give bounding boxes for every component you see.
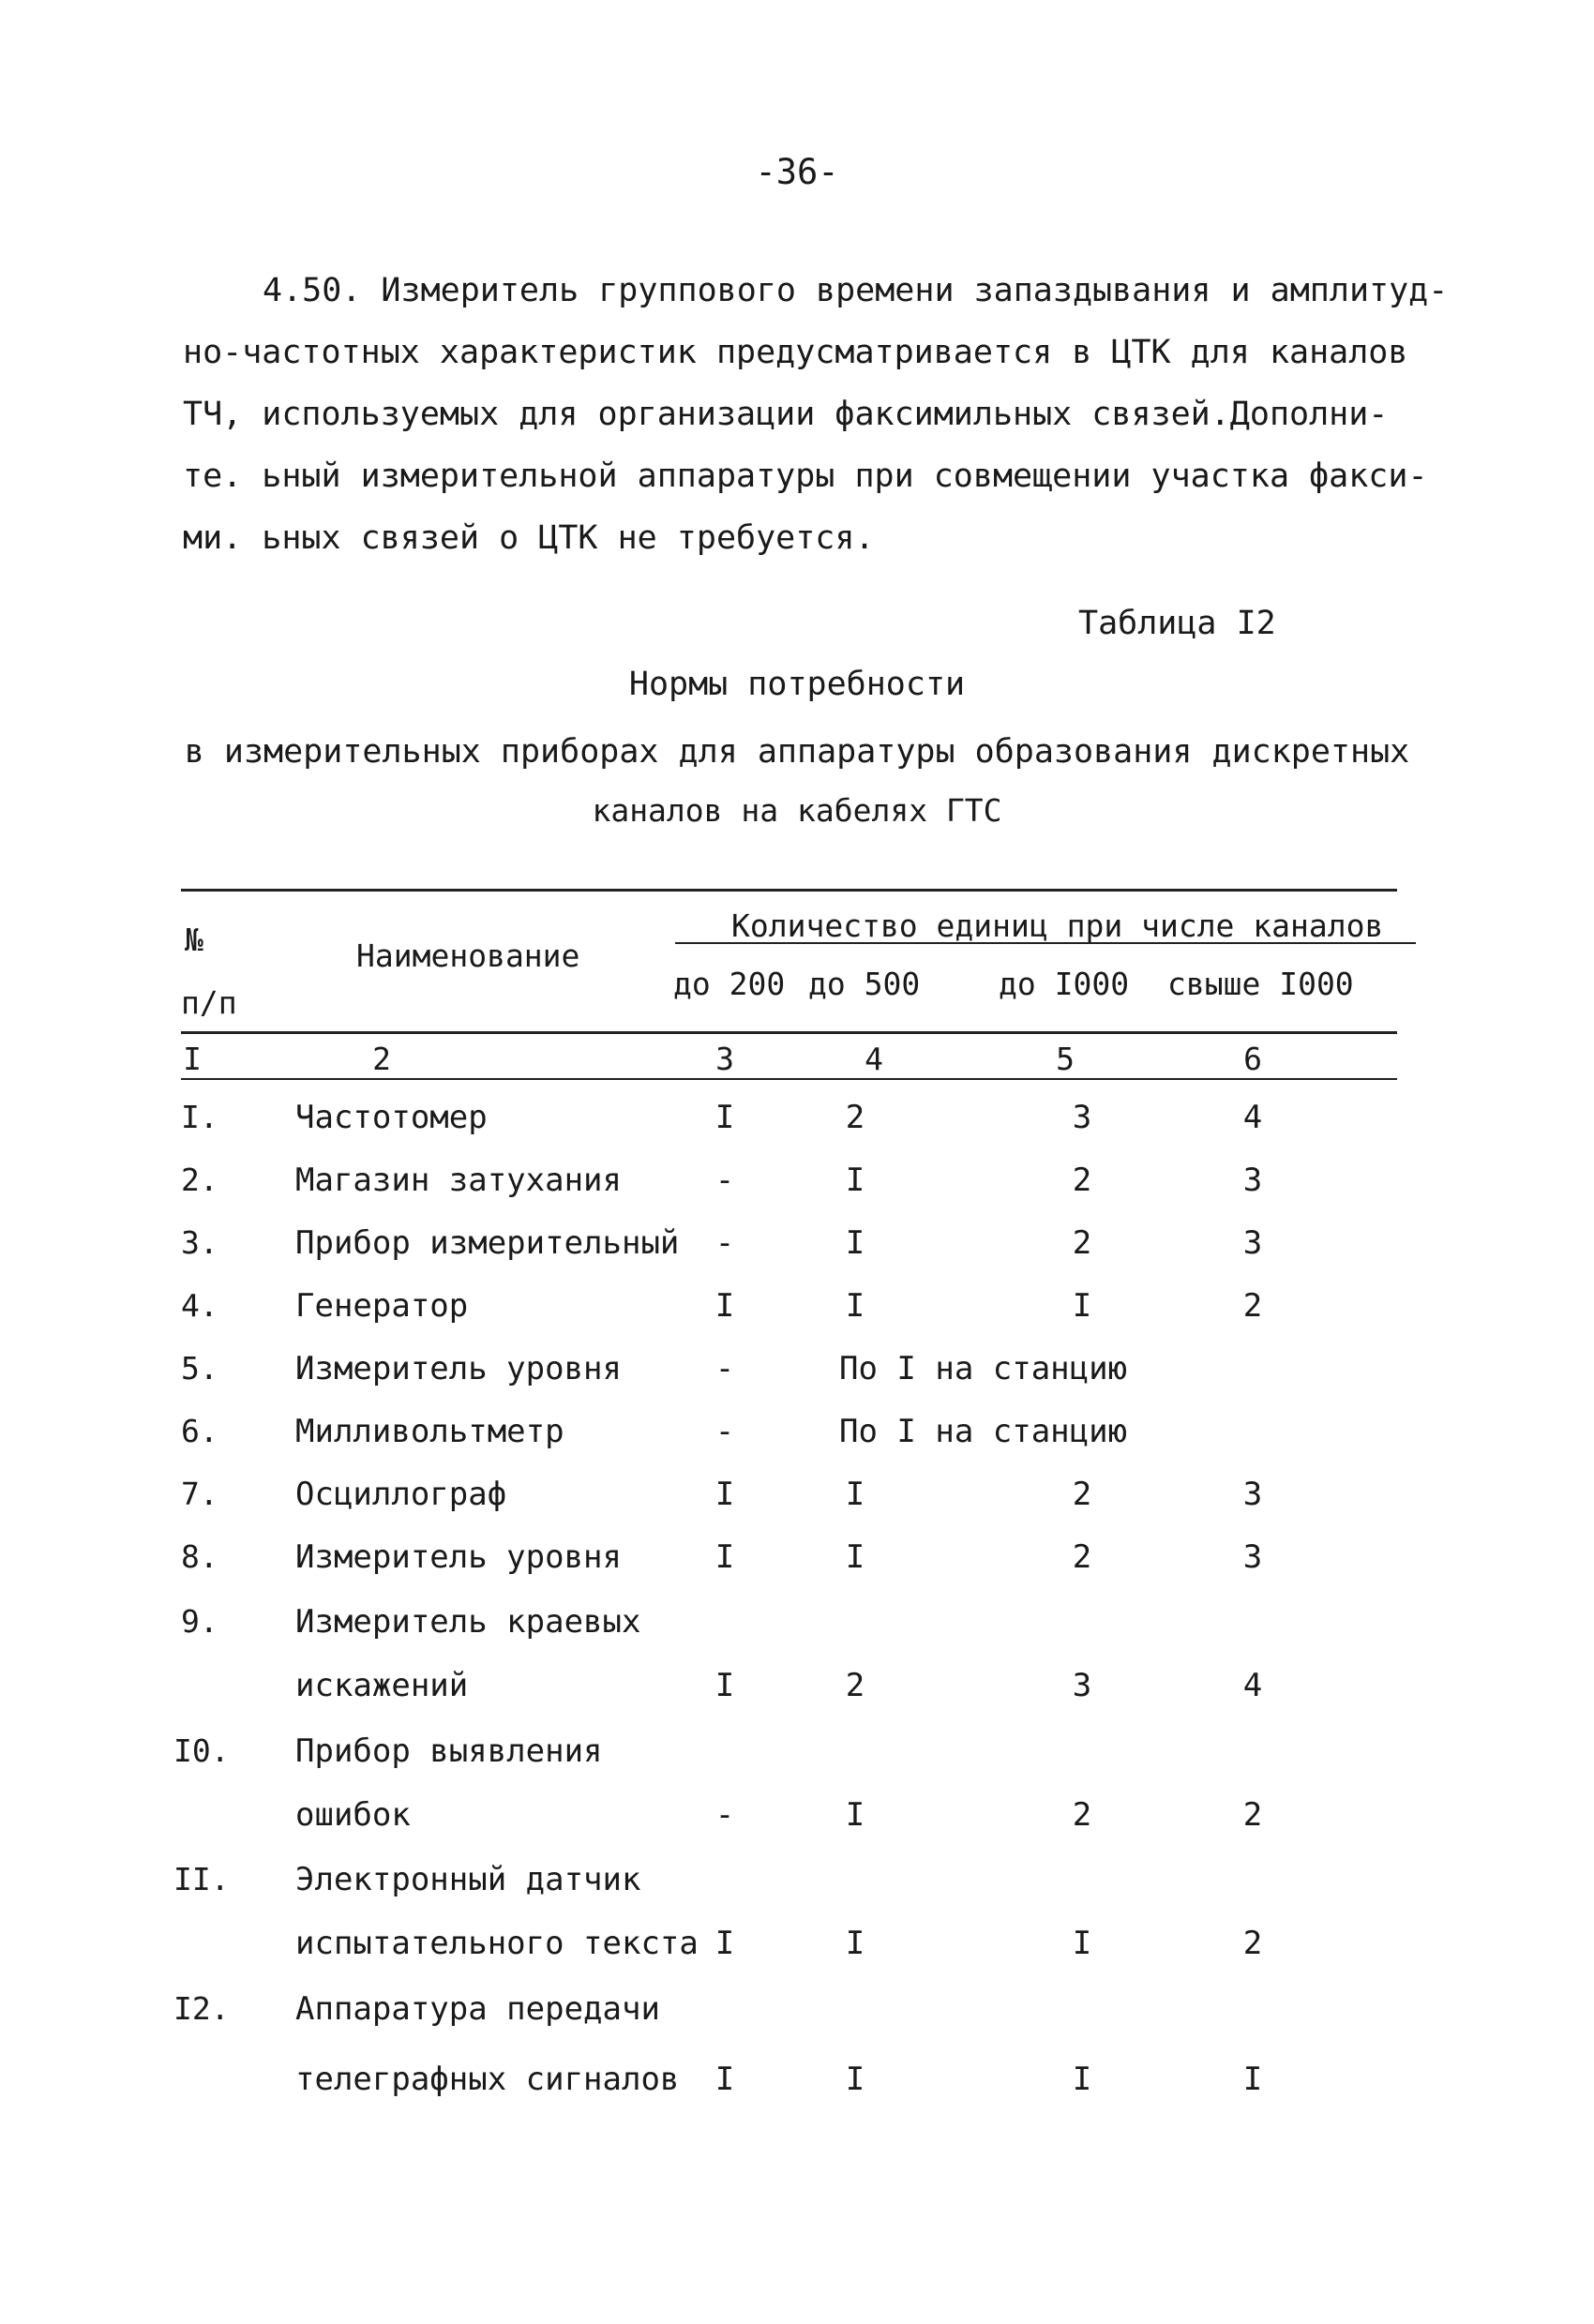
- row-cell-c4: I: [845, 1162, 865, 1199]
- row-cell-c4: 2: [845, 1667, 865, 1704]
- row-number: 4.: [181, 1287, 218, 1324]
- table-subtitle: каналов на кабелях ГТС: [592, 792, 1002, 829]
- row-cell-c5: 2: [1072, 1796, 1092, 1834]
- row-name: Частотомер: [295, 1099, 488, 1136]
- col-index: 3: [715, 1041, 734, 1077]
- row-cell-c6: 2: [1242, 1796, 1263, 1834]
- row-name: Аппаратура передачи: [295, 1990, 660, 2028]
- row-cell-c4: I: [845, 1287, 865, 1325]
- col-index: 6: [1243, 1041, 1262, 1077]
- row-number: 5.: [181, 1350, 218, 1387]
- paragraph-line: ТЧ, используемых для организации факсимильных связей.Дополни-: [183, 396, 1389, 433]
- row-cell-c4: 2: [845, 1099, 865, 1136]
- header-num: №: [185, 922, 203, 958]
- row-cell-c4: I: [845, 1796, 865, 1834]
- row-number: 7.: [181, 1476, 218, 1512]
- row-number: 6.: [181, 1413, 218, 1449]
- row-cell-c6: 2: [1242, 1925, 1263, 1962]
- paragraph-line: но-частотных характеристик предусматривается в ЦТК для каналов: [183, 334, 1408, 371]
- row-cell-c5: 3: [1072, 1667, 1092, 1704]
- header-num: п/п: [181, 984, 237, 1021]
- row-cell-c6: 2: [1242, 1287, 1263, 1325]
- row-name: Измеритель уровня: [295, 1538, 622, 1576]
- col-index: 2: [372, 1041, 391, 1077]
- table-label: Таблица I2: [1078, 605, 1276, 642]
- header-group-rule: [675, 942, 1416, 944]
- row-cell-c6: I: [1242, 2061, 1263, 2098]
- row-name-cont: искажений: [295, 1667, 469, 1704]
- paragraph-line: ми. ьных связей о ЦТК не требуется.: [183, 519, 875, 557]
- row-name: Магазин затухания: [295, 1162, 622, 1199]
- row-name: Прибор выявления: [295, 1732, 603, 1770]
- row-number: 3.: [181, 1224, 218, 1261]
- row-cell-c4: I: [845, 1476, 865, 1513]
- header-name: Наименование: [356, 937, 580, 974]
- header-col: до I000: [999, 966, 1130, 1002]
- row-cell-c3: -: [714, 1413, 735, 1450]
- row-cell-c3: -: [714, 1224, 735, 1262]
- row-number: 8.: [181, 1538, 218, 1575]
- row-cell-c3: I: [714, 1667, 735, 1704]
- index-rule: [181, 1078, 1397, 1080]
- row-cell-c5: I: [1072, 1925, 1092, 1962]
- header-group: Количество единиц при числе каналов: [731, 907, 1384, 944]
- row-span-cell: По I на станцию: [839, 1350, 1128, 1387]
- row-cell-c3: I: [714, 1476, 735, 1513]
- row-name: Измеритель краевых: [295, 1603, 641, 1641]
- row-cell-c5: 2: [1072, 1538, 1092, 1576]
- paragraph-line: 4.50. Измеритель группового времени запаздывания и амплитуд-: [263, 272, 1449, 309]
- row-cell-c3: I: [714, 1538, 735, 1576]
- page-number: -36-: [755, 152, 839, 192]
- row-cell-c3: -: [714, 1796, 735, 1834]
- table-top-rule: [181, 889, 1397, 892]
- row-cell-c3: -: [714, 1350, 735, 1387]
- row-cell-c3: I: [714, 2061, 735, 2098]
- row-cell-c5: 3: [1072, 1099, 1092, 1136]
- row-cell-c6: 3: [1242, 1162, 1263, 1199]
- row-name-cont: телеграфных сигналов: [295, 2061, 680, 2098]
- header-col: свыше I000: [1167, 966, 1354, 1002]
- row-name-cont: ошибок: [295, 1796, 411, 1834]
- row-cell-c4: I: [845, 1538, 865, 1576]
- row-number: I0.: [173, 1732, 230, 1769]
- row-cell-c3: I: [714, 1925, 735, 1962]
- row-cell-c5: 2: [1072, 1476, 1092, 1513]
- row-cell-c3: -: [714, 1162, 735, 1199]
- row-number: 9.: [181, 1603, 218, 1640]
- row-cell-c6: 4: [1242, 1667, 1263, 1704]
- row-number: II.: [173, 1861, 230, 1897]
- row-name-cont: испытательного текста: [295, 1925, 699, 1962]
- row-number: I2.: [173, 1990, 230, 2027]
- row-name: Осциллограф: [295, 1476, 507, 1513]
- col-index: 4: [865, 1041, 883, 1077]
- row-name: Электронный датчик: [295, 1861, 641, 1898]
- row-cell-c6: 3: [1242, 1224, 1263, 1262]
- row-cell-c4: I: [845, 1925, 865, 1962]
- row-cell-c3: I: [714, 1099, 735, 1136]
- row-cell-c5: I: [1072, 2061, 1092, 2098]
- col-index: 5: [1056, 1041, 1075, 1077]
- header-rule: [181, 1031, 1397, 1034]
- row-cell-c5: 2: [1072, 1162, 1092, 1199]
- row-name: Милливольтметр: [295, 1413, 564, 1450]
- table-subtitle: в измерительных приборах для аппаратуры образования дискретных: [184, 733, 1410, 771]
- col-index: I: [183, 1041, 202, 1077]
- row-cell-c5: 2: [1072, 1224, 1092, 1262]
- table-title: Нормы потребности: [628, 666, 966, 703]
- row-number: I.: [181, 1099, 218, 1135]
- header-col: до 200: [673, 966, 786, 1002]
- row-cell-c6: 3: [1242, 1538, 1263, 1576]
- body-paragraph: [183, 260, 1449, 569]
- row-cell-c3: I: [714, 1287, 735, 1325]
- row-name: Измеритель уровня: [295, 1350, 622, 1387]
- row-cell-c6: 3: [1242, 1476, 1263, 1513]
- row-cell-c5: I: [1072, 1287, 1092, 1325]
- row-span-cell: По I на станцию: [839, 1413, 1128, 1450]
- row-number: 2.: [181, 1162, 218, 1198]
- row-cell-c4: I: [845, 2061, 865, 2098]
- row-cell-c4: I: [845, 1224, 865, 1262]
- header-col: до 500: [808, 966, 921, 1002]
- row-cell-c6: 4: [1242, 1099, 1263, 1136]
- paragraph-line: те. ьный измерительной аппаратуры при совмещении участка факси-: [183, 457, 1428, 495]
- row-name: Прибор измерительный: [295, 1224, 680, 1262]
- row-name: Генератор: [295, 1287, 469, 1325]
